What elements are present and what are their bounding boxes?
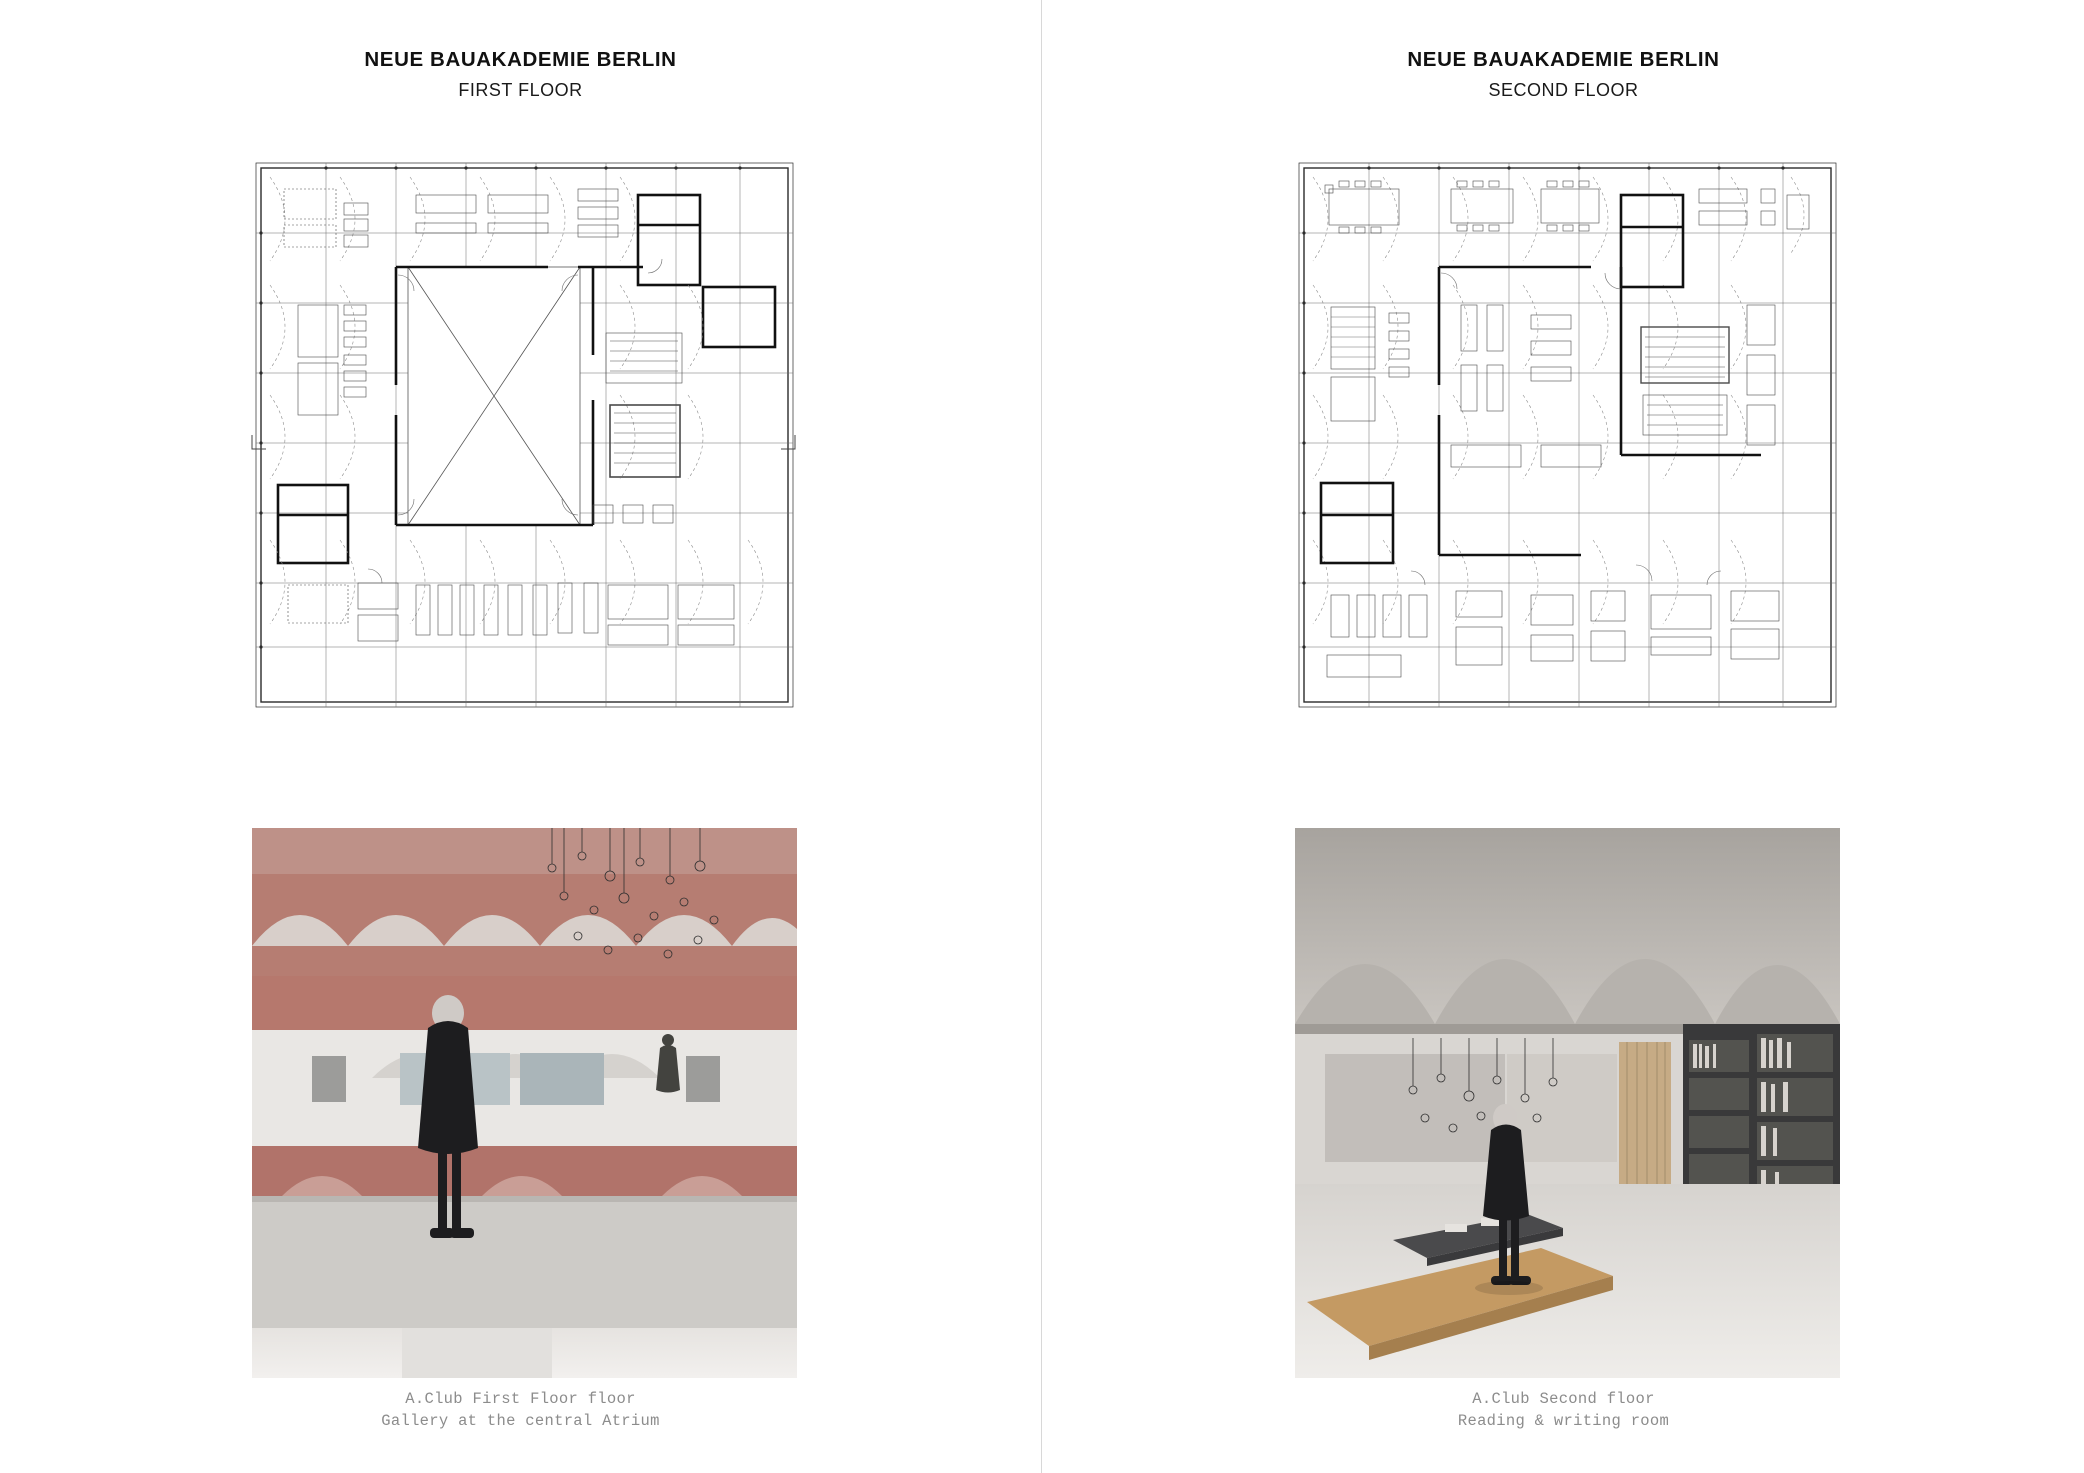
panel-divider <box>1041 0 1042 1473</box>
render-caption <box>1043 1388 2084 1433</box>
caption-line-2: Gallery at the central Atrium <box>381 1412 660 1431</box>
caption-line-1: A.Club First Floor floor <box>405 1390 636 1408</box>
caption-line-1: A.Club Second floor <box>1472 1390 1655 1408</box>
floor-title: FIRST FLOOR <box>458 79 583 100</box>
titleblock-right <box>1043 48 2084 101</box>
first-floor-render <box>252 828 797 1378</box>
caption-line-2: Reading & writing room <box>1457 1412 1670 1431</box>
panel-second-floor <box>1043 0 2084 1473</box>
second-floor-plan <box>1291 155 1844 715</box>
titleblock-left <box>0 48 1041 101</box>
project-title: NEUE BAUAKADEMIE BERLIN <box>1407 48 1720 71</box>
project-title: NEUE BAUAKADEMIE BERLIN <box>364 48 677 71</box>
panel-first-floor <box>0 0 1041 1473</box>
first-floor-plan <box>248 155 801 715</box>
render-caption <box>0 1388 1041 1433</box>
second-floor-render <box>1295 828 1840 1378</box>
floor-title: SECOND FLOOR <box>1488 79 1639 100</box>
